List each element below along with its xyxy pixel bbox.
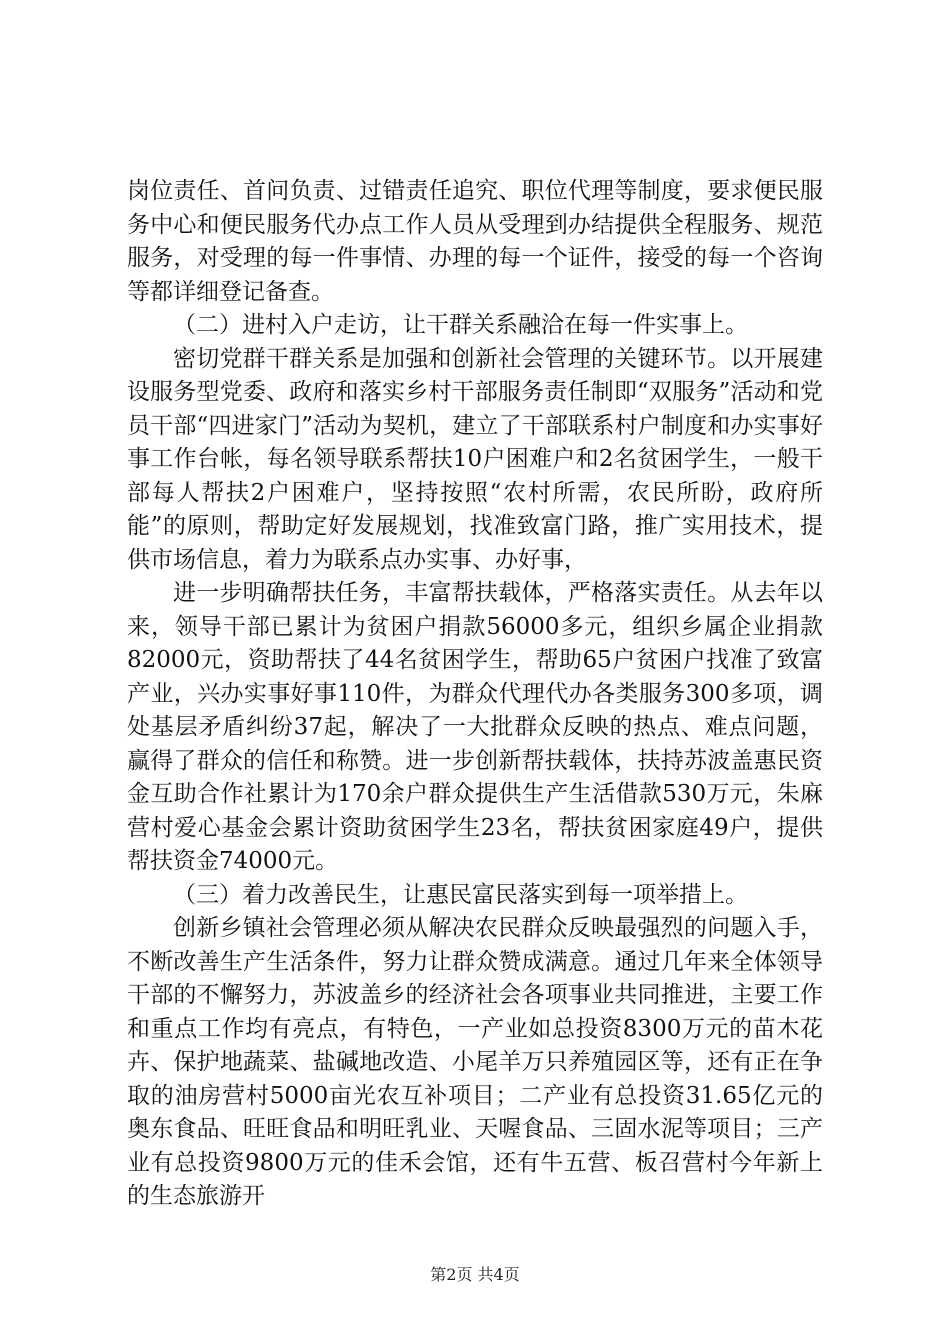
section-heading-2: （二）进村入户走访，让干群关系融洽在每一件实事上。 xyxy=(173,312,748,338)
section-heading-3: （三）着力改善民生，让惠民富民落实到每一项举措上。 xyxy=(173,881,748,908)
paragraph-1: 岗位责任、首问负责、过错责任追究、职位代理等制度，要求便民服务中心和便民服务代办点工作人员从受理到办结提供全程服务、规范服务，对受理的每一件事情、办理的每一个证件，接受的每一个咨询等都详细登记备查。 xyxy=(127,178,823,305)
paragraph-3: 密切党群干群关系是加强和创新社会管理的关键环节。以开展建设服务型党委、政府和落实乡村干部服务责任制即“双服务”活动和党员干部“四进家门”活动为契机，建立了干部联系村户制度和办实事好事工作台帐，每名领导联系帮扶10户困难户和2名贫困学生，一般干部每人帮扶2户困难户，坚持按照“农村所需，农民所盼，政府所能”的原则，帮助定好发展规划，找准致富门路，推广实用技术，提供市场信息，着力为联系点办实事、办好事， xyxy=(127,345,823,573)
paragraph-6: 创新乡镇社会管理必须从解决农民群众反映最强烈的问题入手，不断改善生产生活条件，努力让群众赞成满意。通过几年来全体领导干部的不懈努力，苏波盖乡的经济社会各项事业共同推进，主要工作和重点工作均有亮点，有特色，一产业如总投资8300万元的苗木花卉、保护地蔬菜、盐碱地改造、小尾羊万只养殖园区等，还有正在争取的油房营村5000亩光农互补项目；二产业有总投资31.65亿元的奥东食品、旺旺食品和明旺乳业、天喔食品、三固水泥等项目；三产业有总投资9800万元的佳禾会馆，还有牛五营、板召营村今年新上的生态旅游开 xyxy=(127,915,823,1209)
document-body xyxy=(127,175,823,1214)
page-number-footer: 第2页 共4页 xyxy=(430,1265,520,1284)
paragraph-4: 进一步明确帮扶任务，丰富帮扶载体，严格落实责任。从去年以来，领导干部已累计为贫困户捐款56000多元，组织乡属企业捐款82000元，资助帮扶了44名贫困学生，帮助65户贫困户找准了致富产业，兴办实事好事110件，为群众代理代办各类服务300多项，调处基层矛盾纠纷37起，解决了一大批群众反映的热点、难点问题，赢得了群众的信任和称赞。进一步创新帮扶载体，扶持苏波盖惠民资金互助合作社累计为170余户群众提供生产生活借款530万元，朱麻营村爱心基金会累计资助贫困学生23名，帮扶贫困家庭49户，提供帮扶资金74000元。 xyxy=(127,580,823,874)
